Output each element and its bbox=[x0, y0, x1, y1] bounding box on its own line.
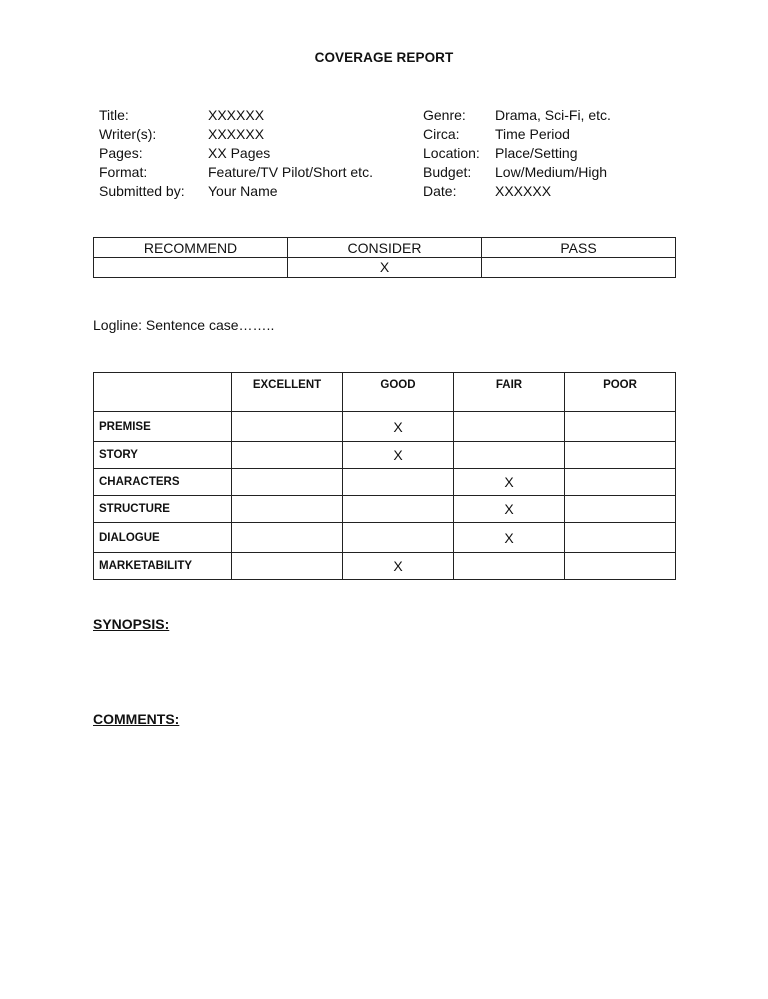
fair-cell bbox=[454, 553, 565, 580]
meta-value: XXXXXX bbox=[495, 183, 552, 199]
meta-left-column bbox=[99, 106, 373, 201]
meta-label: Pages: bbox=[99, 145, 143, 161]
excellent-cell bbox=[232, 442, 343, 469]
recommendation-table bbox=[93, 237, 676, 278]
recommendation-mark-row bbox=[94, 258, 676, 278]
meta-label: Circa: bbox=[423, 126, 460, 142]
table-row bbox=[94, 442, 676, 469]
poor-cell bbox=[565, 553, 676, 580]
fair-cell: X bbox=[454, 523, 565, 553]
excellent-cell bbox=[232, 523, 343, 553]
meta-value: Low/Medium/High bbox=[495, 164, 608, 180]
recommend-header: RECOMMEND bbox=[94, 238, 288, 258]
meta-label: Genre: bbox=[423, 107, 466, 123]
meta-value: Feature/TV Pilot/Short etc. bbox=[208, 164, 373, 180]
comments-heading: COMMENTS: bbox=[93, 711, 180, 727]
recommend-mark bbox=[94, 258, 288, 278]
logline: Logline: Sentence case…….. bbox=[93, 317, 275, 333]
row-label: STORY bbox=[94, 442, 232, 469]
row-label: DIALOGUE bbox=[94, 523, 232, 553]
excellent-cell bbox=[232, 553, 343, 580]
pass-mark bbox=[482, 258, 676, 278]
meta-label: Date: bbox=[423, 183, 457, 199]
poor-cell bbox=[565, 469, 676, 496]
meta-label: Title: bbox=[99, 107, 129, 123]
good-cell: X bbox=[343, 442, 454, 469]
fair-cell: X bbox=[454, 496, 565, 523]
good-cell: X bbox=[343, 553, 454, 580]
meta-right-column bbox=[423, 106, 611, 201]
excellent-header: EXCELLENT bbox=[232, 373, 343, 412]
synopsis-heading: SYNOPSIS: bbox=[93, 616, 170, 632]
row-label: PREMISE bbox=[94, 412, 232, 442]
good-cell bbox=[343, 496, 454, 523]
meta-row bbox=[99, 144, 373, 163]
fair-header: FAIR bbox=[454, 373, 565, 412]
meta-value: Drama, Sci-Fi, etc. bbox=[495, 107, 611, 123]
meta-row bbox=[99, 106, 373, 125]
good-cell bbox=[343, 523, 454, 553]
meta-row bbox=[423, 182, 611, 201]
poor-cell bbox=[565, 442, 676, 469]
meta-value: XXXXXX bbox=[208, 126, 265, 142]
poor-cell bbox=[565, 523, 676, 553]
meta-row bbox=[423, 163, 611, 182]
meta-value: XXXXXX bbox=[208, 107, 265, 123]
excellent-cell bbox=[232, 469, 343, 496]
row-label: STRUCTURE bbox=[94, 496, 232, 523]
meta-label: Writer(s): bbox=[99, 126, 157, 142]
meta-row bbox=[423, 106, 611, 125]
excellent-cell bbox=[232, 496, 343, 523]
meta-value: Place/Setting bbox=[495, 145, 578, 161]
meta-row bbox=[423, 125, 611, 144]
meta-row bbox=[99, 163, 373, 182]
meta-row bbox=[99, 125, 373, 144]
page-title: COVERAGE REPORT bbox=[314, 50, 454, 65]
meta-row bbox=[423, 144, 611, 163]
good-cell bbox=[343, 469, 454, 496]
consider-mark: X bbox=[288, 258, 482, 278]
meta-label: Budget: bbox=[423, 164, 472, 180]
table-row bbox=[94, 412, 676, 442]
fair-cell: X bbox=[454, 469, 565, 496]
fair-cell bbox=[454, 412, 565, 442]
poor-cell bbox=[565, 496, 676, 523]
row-label: MARKETABILITY bbox=[94, 553, 232, 580]
recommendation-header-row bbox=[94, 238, 676, 258]
consider-header: CONSIDER bbox=[288, 238, 482, 258]
meta-value: Time Period bbox=[495, 126, 570, 142]
table-row bbox=[94, 523, 676, 553]
table-row bbox=[94, 553, 676, 580]
meta-label: Location: bbox=[423, 145, 480, 161]
poor-cell bbox=[565, 412, 676, 442]
meta-label: Submitted by: bbox=[99, 183, 185, 199]
fair-cell bbox=[454, 442, 565, 469]
meta-label: Format: bbox=[99, 164, 148, 180]
meta-value: XX Pages bbox=[208, 145, 271, 161]
meta-row bbox=[99, 182, 373, 201]
table-row bbox=[94, 496, 676, 523]
ratings-corner-cell bbox=[94, 373, 232, 412]
meta-value: Your Name bbox=[208, 183, 278, 199]
good-header: GOOD bbox=[343, 373, 454, 412]
poor-header: POOR bbox=[565, 373, 676, 412]
pass-header: PASS bbox=[482, 238, 676, 258]
good-cell: X bbox=[343, 412, 454, 442]
row-label: CHARACTERS bbox=[94, 469, 232, 496]
ratings-table bbox=[93, 372, 676, 580]
excellent-cell bbox=[232, 412, 343, 442]
table-row bbox=[94, 469, 676, 496]
ratings-header-row bbox=[94, 373, 676, 412]
